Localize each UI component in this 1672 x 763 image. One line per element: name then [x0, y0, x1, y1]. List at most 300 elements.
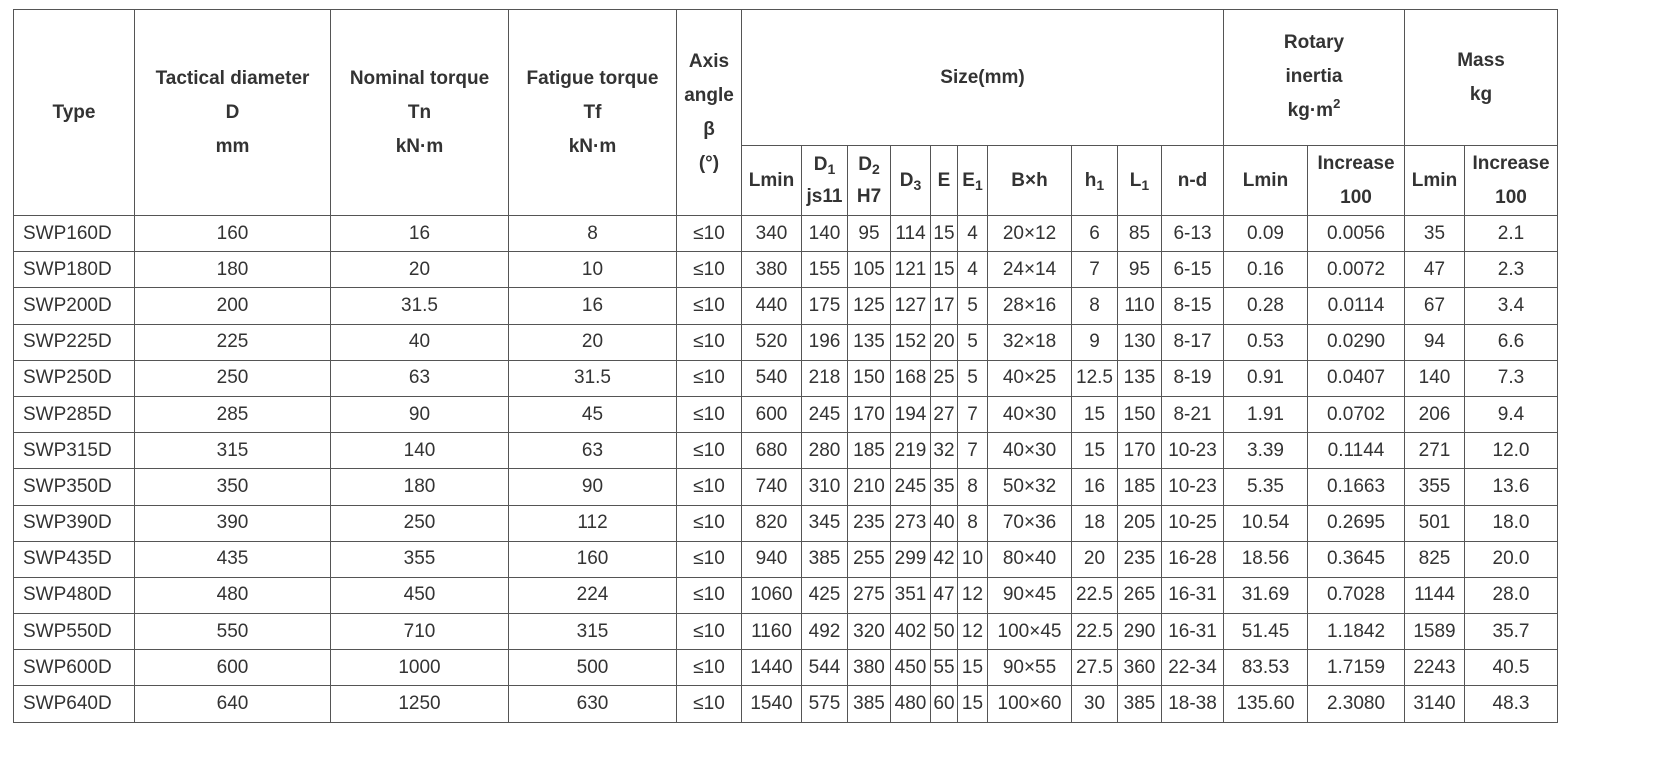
cell-d3: 402	[891, 614, 931, 650]
cell-fatigue-torque: 160	[509, 541, 677, 577]
cell-e1: 7	[958, 396, 988, 432]
cell-d2: 320	[848, 614, 891, 650]
cell-nominal-torque: 90	[331, 396, 509, 432]
header-lmin: Lmin	[742, 146, 802, 216]
cell-h1: 22.5	[1072, 577, 1118, 613]
cell-mass-lmin: 501	[1405, 505, 1465, 541]
cell-nd: 8-17	[1162, 324, 1224, 360]
cell-e1: 10	[958, 541, 988, 577]
cell-tactical-diameter: 225	[135, 324, 331, 360]
cell-h1: 8	[1072, 288, 1118, 324]
cell-mass-increase: 7.3	[1465, 360, 1558, 396]
cell-e1: 4	[958, 216, 988, 252]
cell-mass-lmin: 355	[1405, 469, 1465, 505]
cell-fatigue-torque: 500	[509, 650, 677, 686]
cell-nominal-torque: 16	[331, 216, 509, 252]
cell-rotary-increase: 0.7028	[1308, 577, 1405, 613]
header-type: Type	[14, 10, 135, 216]
header-tactical-diameter: Tactical diameter D mm	[135, 10, 331, 216]
cell-e: 42	[931, 541, 958, 577]
cell-bxh: 28×16	[988, 288, 1072, 324]
cell-mass-increase: 2.3	[1465, 252, 1558, 288]
cell-tactical-diameter: 200	[135, 288, 331, 324]
cell-d3: 114	[891, 216, 931, 252]
cell-l1: 360	[1118, 650, 1162, 686]
cell-e1: 4	[958, 252, 988, 288]
cell-rotary-increase: 0.0702	[1308, 396, 1405, 432]
cell-e1: 5	[958, 288, 988, 324]
cell-axis-angle: ≤10	[677, 577, 742, 613]
cell-d3: 121	[891, 252, 931, 288]
cell-fatigue-torque: 224	[509, 577, 677, 613]
cell-axis-angle: ≤10	[677, 541, 742, 577]
cell-mass-lmin: 67	[1405, 288, 1465, 324]
cell-rotary-lmin: 83.53	[1224, 650, 1308, 686]
header-axis-angle: Axis angle β (°)	[677, 10, 742, 216]
cell-lmin: 820	[742, 505, 802, 541]
cell-mass-lmin: 2243	[1405, 650, 1465, 686]
cell-type: SWP160D	[14, 216, 135, 252]
cell-d2: 105	[848, 252, 891, 288]
cell-h1: 7	[1072, 252, 1118, 288]
cell-l1: 110	[1118, 288, 1162, 324]
cell-nd: 16-31	[1162, 614, 1224, 650]
table-row	[14, 505, 1558, 541]
cell-mass-lmin: 1589	[1405, 614, 1465, 650]
cell-mass-increase: 18.0	[1465, 505, 1558, 541]
cell-e: 40	[931, 505, 958, 541]
cell-d1: 196	[802, 324, 848, 360]
cell-e: 17	[931, 288, 958, 324]
cell-rotary-lmin: 0.16	[1224, 252, 1308, 288]
cell-mass-increase: 6.6	[1465, 324, 1558, 360]
cell-l1: 170	[1118, 433, 1162, 469]
cell-h1: 15	[1072, 433, 1118, 469]
cell-nd: 10-25	[1162, 505, 1224, 541]
cell-bxh: 100×45	[988, 614, 1072, 650]
cell-l1: 85	[1118, 216, 1162, 252]
cell-e1: 5	[958, 324, 988, 360]
cell-e: 35	[931, 469, 958, 505]
header-fatigue-torque: Fatigue torque Tf kN·m	[509, 10, 677, 216]
cell-e: 15	[931, 252, 958, 288]
cell-mass-lmin: 825	[1405, 541, 1465, 577]
header-rotary-lmin: Lmin	[1224, 146, 1308, 216]
cell-tactical-diameter: 640	[135, 686, 331, 722]
cell-nominal-torque: 1000	[331, 650, 509, 686]
cell-type: SWP390D	[14, 505, 135, 541]
cell-tactical-diameter: 390	[135, 505, 331, 541]
cell-rotary-lmin: 18.56	[1224, 541, 1308, 577]
cell-nominal-torque: 63	[331, 360, 509, 396]
cell-bxh: 80×40	[988, 541, 1072, 577]
cell-h1: 22.5	[1072, 614, 1118, 650]
cell-mass-lmin: 206	[1405, 396, 1465, 432]
cell-e1: 8	[958, 505, 988, 541]
cell-type: SWP550D	[14, 614, 135, 650]
cell-tactical-diameter: 160	[135, 216, 331, 252]
header-e1: $E_1$	[958, 146, 988, 216]
cell-mass-lmin: 140	[1405, 360, 1465, 396]
cell-nominal-torque: 40	[331, 324, 509, 360]
cell-mass-increase: 13.6	[1465, 469, 1558, 505]
cell-d2: 135	[848, 324, 891, 360]
cell-lmin: 340	[742, 216, 802, 252]
cell-fatigue-torque: 315	[509, 614, 677, 650]
cell-type: SWP250D	[14, 360, 135, 396]
table-row	[14, 541, 1558, 577]
cell-lmin: 600	[742, 396, 802, 432]
cell-d2: 170	[848, 396, 891, 432]
cell-l1: 95	[1118, 252, 1162, 288]
header-nominal-torque: Nominal torque Tn kN·m	[331, 10, 509, 216]
cell-d3: 127	[891, 288, 931, 324]
cell-d1: 385	[802, 541, 848, 577]
cell-fatigue-torque: 45	[509, 396, 677, 432]
cell-bxh: 40×25	[988, 360, 1072, 396]
cell-rotary-increase: 0.1144	[1308, 433, 1405, 469]
cell-mass-increase: 2.1	[1465, 216, 1558, 252]
cell-mass-lmin: 3140	[1405, 686, 1465, 722]
cell-e1: 5	[958, 360, 988, 396]
cell-h1: 6	[1072, 216, 1118, 252]
header-d2: $D_2$ H7	[848, 146, 891, 216]
cell-mass-lmin: 94	[1405, 324, 1465, 360]
cell-axis-angle: ≤10	[677, 252, 742, 288]
table-row	[14, 614, 1558, 650]
cell-d1: 175	[802, 288, 848, 324]
cell-nd: 16-28	[1162, 541, 1224, 577]
cell-d3: 168	[891, 360, 931, 396]
cell-rotary-increase: 0.0056	[1308, 216, 1405, 252]
cell-mass-increase: 40.5	[1465, 650, 1558, 686]
cell-nd: 10-23	[1162, 433, 1224, 469]
cell-mass-lmin: 271	[1405, 433, 1465, 469]
cell-nd: 8-15	[1162, 288, 1224, 324]
cell-d3: 273	[891, 505, 931, 541]
cell-axis-angle: ≤10	[677, 360, 742, 396]
cell-d2: 185	[848, 433, 891, 469]
cell-type: SWP285D	[14, 396, 135, 432]
cell-bxh: 40×30	[988, 433, 1072, 469]
cell-d2: 385	[848, 686, 891, 722]
cell-rotary-increase: 0.1663	[1308, 469, 1405, 505]
cell-lmin: 680	[742, 433, 802, 469]
cell-tactical-diameter: 480	[135, 577, 331, 613]
cell-d2: 150	[848, 360, 891, 396]
cell-tactical-diameter: 350	[135, 469, 331, 505]
cell-l1: 385	[1118, 686, 1162, 722]
cell-lmin: 1060	[742, 577, 802, 613]
cell-h1: 9	[1072, 324, 1118, 360]
cell-mass-lmin: 35	[1405, 216, 1465, 252]
cell-l1: 130	[1118, 324, 1162, 360]
cell-rotary-increase: 0.2695	[1308, 505, 1405, 541]
cell-nominal-torque: 250	[331, 505, 509, 541]
spec-table-wrapper	[13, 9, 1558, 723]
cell-l1: 235	[1118, 541, 1162, 577]
cell-bxh: 24×14	[988, 252, 1072, 288]
header-mass-increase: Increase 100	[1465, 146, 1558, 216]
cell-nominal-torque: 140	[331, 433, 509, 469]
cell-rotary-increase: 2.3080	[1308, 686, 1405, 722]
cell-e1: 12	[958, 614, 988, 650]
header-nd: n-d	[1162, 146, 1224, 216]
header-d1: $D_1$ js11	[802, 146, 848, 216]
cell-rotary-lmin: 0.28	[1224, 288, 1308, 324]
cell-axis-angle: ≤10	[677, 469, 742, 505]
cell-rotary-increase: 0.3645	[1308, 541, 1405, 577]
cell-fatigue-torque: 10	[509, 252, 677, 288]
cell-lmin: 940	[742, 541, 802, 577]
cell-e: 47	[931, 577, 958, 613]
cell-d1: 155	[802, 252, 848, 288]
cell-fatigue-torque: 20	[509, 324, 677, 360]
cell-axis-angle: ≤10	[677, 505, 742, 541]
cell-d1: 245	[802, 396, 848, 432]
cell-l1: 135	[1118, 360, 1162, 396]
cell-fatigue-torque: 31.5	[509, 360, 677, 396]
cell-type: SWP640D	[14, 686, 135, 722]
cell-mass-increase: 20.0	[1465, 541, 1558, 577]
cell-rotary-lmin: 31.69	[1224, 577, 1308, 613]
cell-type: SWP180D	[14, 252, 135, 288]
cell-type: SWP350D	[14, 469, 135, 505]
cell-mass-increase: 9.4	[1465, 396, 1558, 432]
cell-e: 20	[931, 324, 958, 360]
cell-d2: 95	[848, 216, 891, 252]
cell-e: 50	[931, 614, 958, 650]
cell-d3: 194	[891, 396, 931, 432]
cell-d2: 255	[848, 541, 891, 577]
cell-d1: 310	[802, 469, 848, 505]
cell-l1: 265	[1118, 577, 1162, 613]
cell-lmin: 1540	[742, 686, 802, 722]
cell-mass-increase: 48.3	[1465, 686, 1558, 722]
cell-axis-angle: ≤10	[677, 396, 742, 432]
cell-bxh: 100×60	[988, 686, 1072, 722]
cell-nominal-torque: 450	[331, 577, 509, 613]
cell-bxh: 32×18	[988, 324, 1072, 360]
cell-rotary-lmin: 10.54	[1224, 505, 1308, 541]
cell-mass-increase: 28.0	[1465, 577, 1558, 613]
cell-lmin: 740	[742, 469, 802, 505]
table-body	[14, 216, 1558, 723]
cell-fatigue-torque: 63	[509, 433, 677, 469]
cell-type: SWP225D	[14, 324, 135, 360]
cell-axis-angle: ≤10	[677, 433, 742, 469]
cell-nominal-torque: 180	[331, 469, 509, 505]
cell-h1: 15	[1072, 396, 1118, 432]
cell-tactical-diameter: 285	[135, 396, 331, 432]
table-row	[14, 469, 1558, 505]
cell-axis-angle: ≤10	[677, 216, 742, 252]
cell-tactical-diameter: 250	[135, 360, 331, 396]
table-row	[14, 433, 1558, 469]
cell-tactical-diameter: 180	[135, 252, 331, 288]
cell-d1: 280	[802, 433, 848, 469]
cell-type: SWP435D	[14, 541, 135, 577]
cell-nominal-torque: 710	[331, 614, 509, 650]
cell-nd: 10-23	[1162, 469, 1224, 505]
cell-mass-increase: 35.7	[1465, 614, 1558, 650]
cell-rotary-lmin: 0.53	[1224, 324, 1308, 360]
cell-lmin: 380	[742, 252, 802, 288]
cell-type: SWP600D	[14, 650, 135, 686]
cell-rotary-increase: 0.0114	[1308, 288, 1405, 324]
cell-e: 25	[931, 360, 958, 396]
cell-e1: 7	[958, 433, 988, 469]
cell-mass-lmin: 1144	[1405, 577, 1465, 613]
cell-rotary-increase: 0.0072	[1308, 252, 1405, 288]
cell-mass-increase: 3.4	[1465, 288, 1558, 324]
cell-d3: 152	[891, 324, 931, 360]
cell-rotary-lmin: 1.91	[1224, 396, 1308, 432]
cell-d2: 235	[848, 505, 891, 541]
cell-nominal-torque: 1250	[331, 686, 509, 722]
cell-rotary-lmin: 5.35	[1224, 469, 1308, 505]
cell-fatigue-torque: 8	[509, 216, 677, 252]
cell-h1: 16	[1072, 469, 1118, 505]
table-row	[14, 252, 1558, 288]
cell-d1: 140	[802, 216, 848, 252]
cell-l1: 150	[1118, 396, 1162, 432]
cell-tactical-diameter: 600	[135, 650, 331, 686]
table-row	[14, 216, 1558, 252]
cell-tactical-diameter: 435	[135, 541, 331, 577]
cell-l1: 290	[1118, 614, 1162, 650]
cell-axis-angle: ≤10	[677, 324, 742, 360]
cell-bxh: 90×55	[988, 650, 1072, 686]
cell-nd: 8-19	[1162, 360, 1224, 396]
cell-rotary-increase: 1.7159	[1308, 650, 1405, 686]
cell-nd: 8-21	[1162, 396, 1224, 432]
cell-type: SWP315D	[14, 433, 135, 469]
table-row	[14, 396, 1558, 432]
cell-d2: 380	[848, 650, 891, 686]
cell-e1: 12	[958, 577, 988, 613]
cell-l1: 205	[1118, 505, 1162, 541]
header-d3: $D_3$	[891, 146, 931, 216]
cell-lmin: 440	[742, 288, 802, 324]
cell-axis-angle: ≤10	[677, 686, 742, 722]
header-mass-lmin: Lmin	[1405, 146, 1465, 216]
cell-e1: 8	[958, 469, 988, 505]
cell-h1: 12.5	[1072, 360, 1118, 396]
coupling-spec-table	[13, 9, 1558, 723]
cell-d3: 245	[891, 469, 931, 505]
cell-d1: 218	[802, 360, 848, 396]
cell-tactical-diameter: 315	[135, 433, 331, 469]
cell-lmin: 1440	[742, 650, 802, 686]
cell-bxh: 50×32	[988, 469, 1072, 505]
cell-d1: 575	[802, 686, 848, 722]
cell-nd: 6-13	[1162, 216, 1224, 252]
table-row	[14, 686, 1558, 722]
cell-d1: 544	[802, 650, 848, 686]
cell-bxh: 20×12	[988, 216, 1072, 252]
cell-e: 60	[931, 686, 958, 722]
cell-tactical-diameter: 550	[135, 614, 331, 650]
cell-e: 32	[931, 433, 958, 469]
cell-nominal-torque: 355	[331, 541, 509, 577]
table-row	[14, 650, 1558, 686]
cell-d1: 345	[802, 505, 848, 541]
cell-mass-increase: 12.0	[1465, 433, 1558, 469]
cell-rotary-lmin: 135.60	[1224, 686, 1308, 722]
header-size: Size(mm)	[742, 10, 1224, 146]
cell-l1: 185	[1118, 469, 1162, 505]
cell-bxh: 70×36	[988, 505, 1072, 541]
table-row	[14, 360, 1558, 396]
cell-d1: 492	[802, 614, 848, 650]
cell-d3: 299	[891, 541, 931, 577]
cell-d3: 480	[891, 686, 931, 722]
cell-e: 55	[931, 650, 958, 686]
cell-axis-angle: ≤10	[677, 614, 742, 650]
cell-rotary-lmin: 0.09	[1224, 216, 1308, 252]
header-rotary-inertia: Rotary inertia $kg\cdot m^2$	[1224, 10, 1405, 146]
cell-rotary-lmin: 3.39	[1224, 433, 1308, 469]
cell-fatigue-torque: 90	[509, 469, 677, 505]
cell-d3: 450	[891, 650, 931, 686]
cell-d2: 125	[848, 288, 891, 324]
cell-fatigue-torque: 16	[509, 288, 677, 324]
table-row	[14, 288, 1558, 324]
cell-nd: 16-31	[1162, 577, 1224, 613]
cell-bxh: 90×45	[988, 577, 1072, 613]
cell-d1: 425	[802, 577, 848, 613]
cell-type: SWP200D	[14, 288, 135, 324]
cell-lmin: 540	[742, 360, 802, 396]
cell-d3: 351	[891, 577, 931, 613]
cell-type: SWP480D	[14, 577, 135, 613]
header-bxh: B×h	[988, 146, 1072, 216]
cell-rotary-increase: 0.0290	[1308, 324, 1405, 360]
cell-d2: 275	[848, 577, 891, 613]
header-h1: $h_1$	[1072, 146, 1118, 216]
cell-d3: 219	[891, 433, 931, 469]
header-mass: Mass kg	[1405, 10, 1558, 146]
header-rotary-increase: Increase 100	[1308, 146, 1405, 216]
cell-e: 15	[931, 216, 958, 252]
cell-h1: 27.5	[1072, 650, 1118, 686]
cell-rotary-increase: 0.0407	[1308, 360, 1405, 396]
cell-rotary-lmin: 51.45	[1224, 614, 1308, 650]
cell-bxh: 40×30	[988, 396, 1072, 432]
cell-fatigue-torque: 630	[509, 686, 677, 722]
cell-fatigue-torque: 112	[509, 505, 677, 541]
cell-h1: 18	[1072, 505, 1118, 541]
cell-d2: 210	[848, 469, 891, 505]
cell-lmin: 520	[742, 324, 802, 360]
cell-nd: 22-34	[1162, 650, 1224, 686]
cell-axis-angle: ≤10	[677, 650, 742, 686]
header-l1: $L_1$	[1118, 146, 1162, 216]
table-row	[14, 324, 1558, 360]
cell-nd: 18-38	[1162, 686, 1224, 722]
cell-e1: 15	[958, 686, 988, 722]
cell-rotary-lmin: 0.91	[1224, 360, 1308, 396]
cell-nominal-torque: 20	[331, 252, 509, 288]
cell-axis-angle: ≤10	[677, 288, 742, 324]
cell-rotary-increase: 1.1842	[1308, 614, 1405, 650]
header-e: E	[931, 146, 958, 216]
cell-h1: 20	[1072, 541, 1118, 577]
cell-lmin: 1160	[742, 614, 802, 650]
cell-mass-lmin: 47	[1405, 252, 1465, 288]
cell-e: 27	[931, 396, 958, 432]
